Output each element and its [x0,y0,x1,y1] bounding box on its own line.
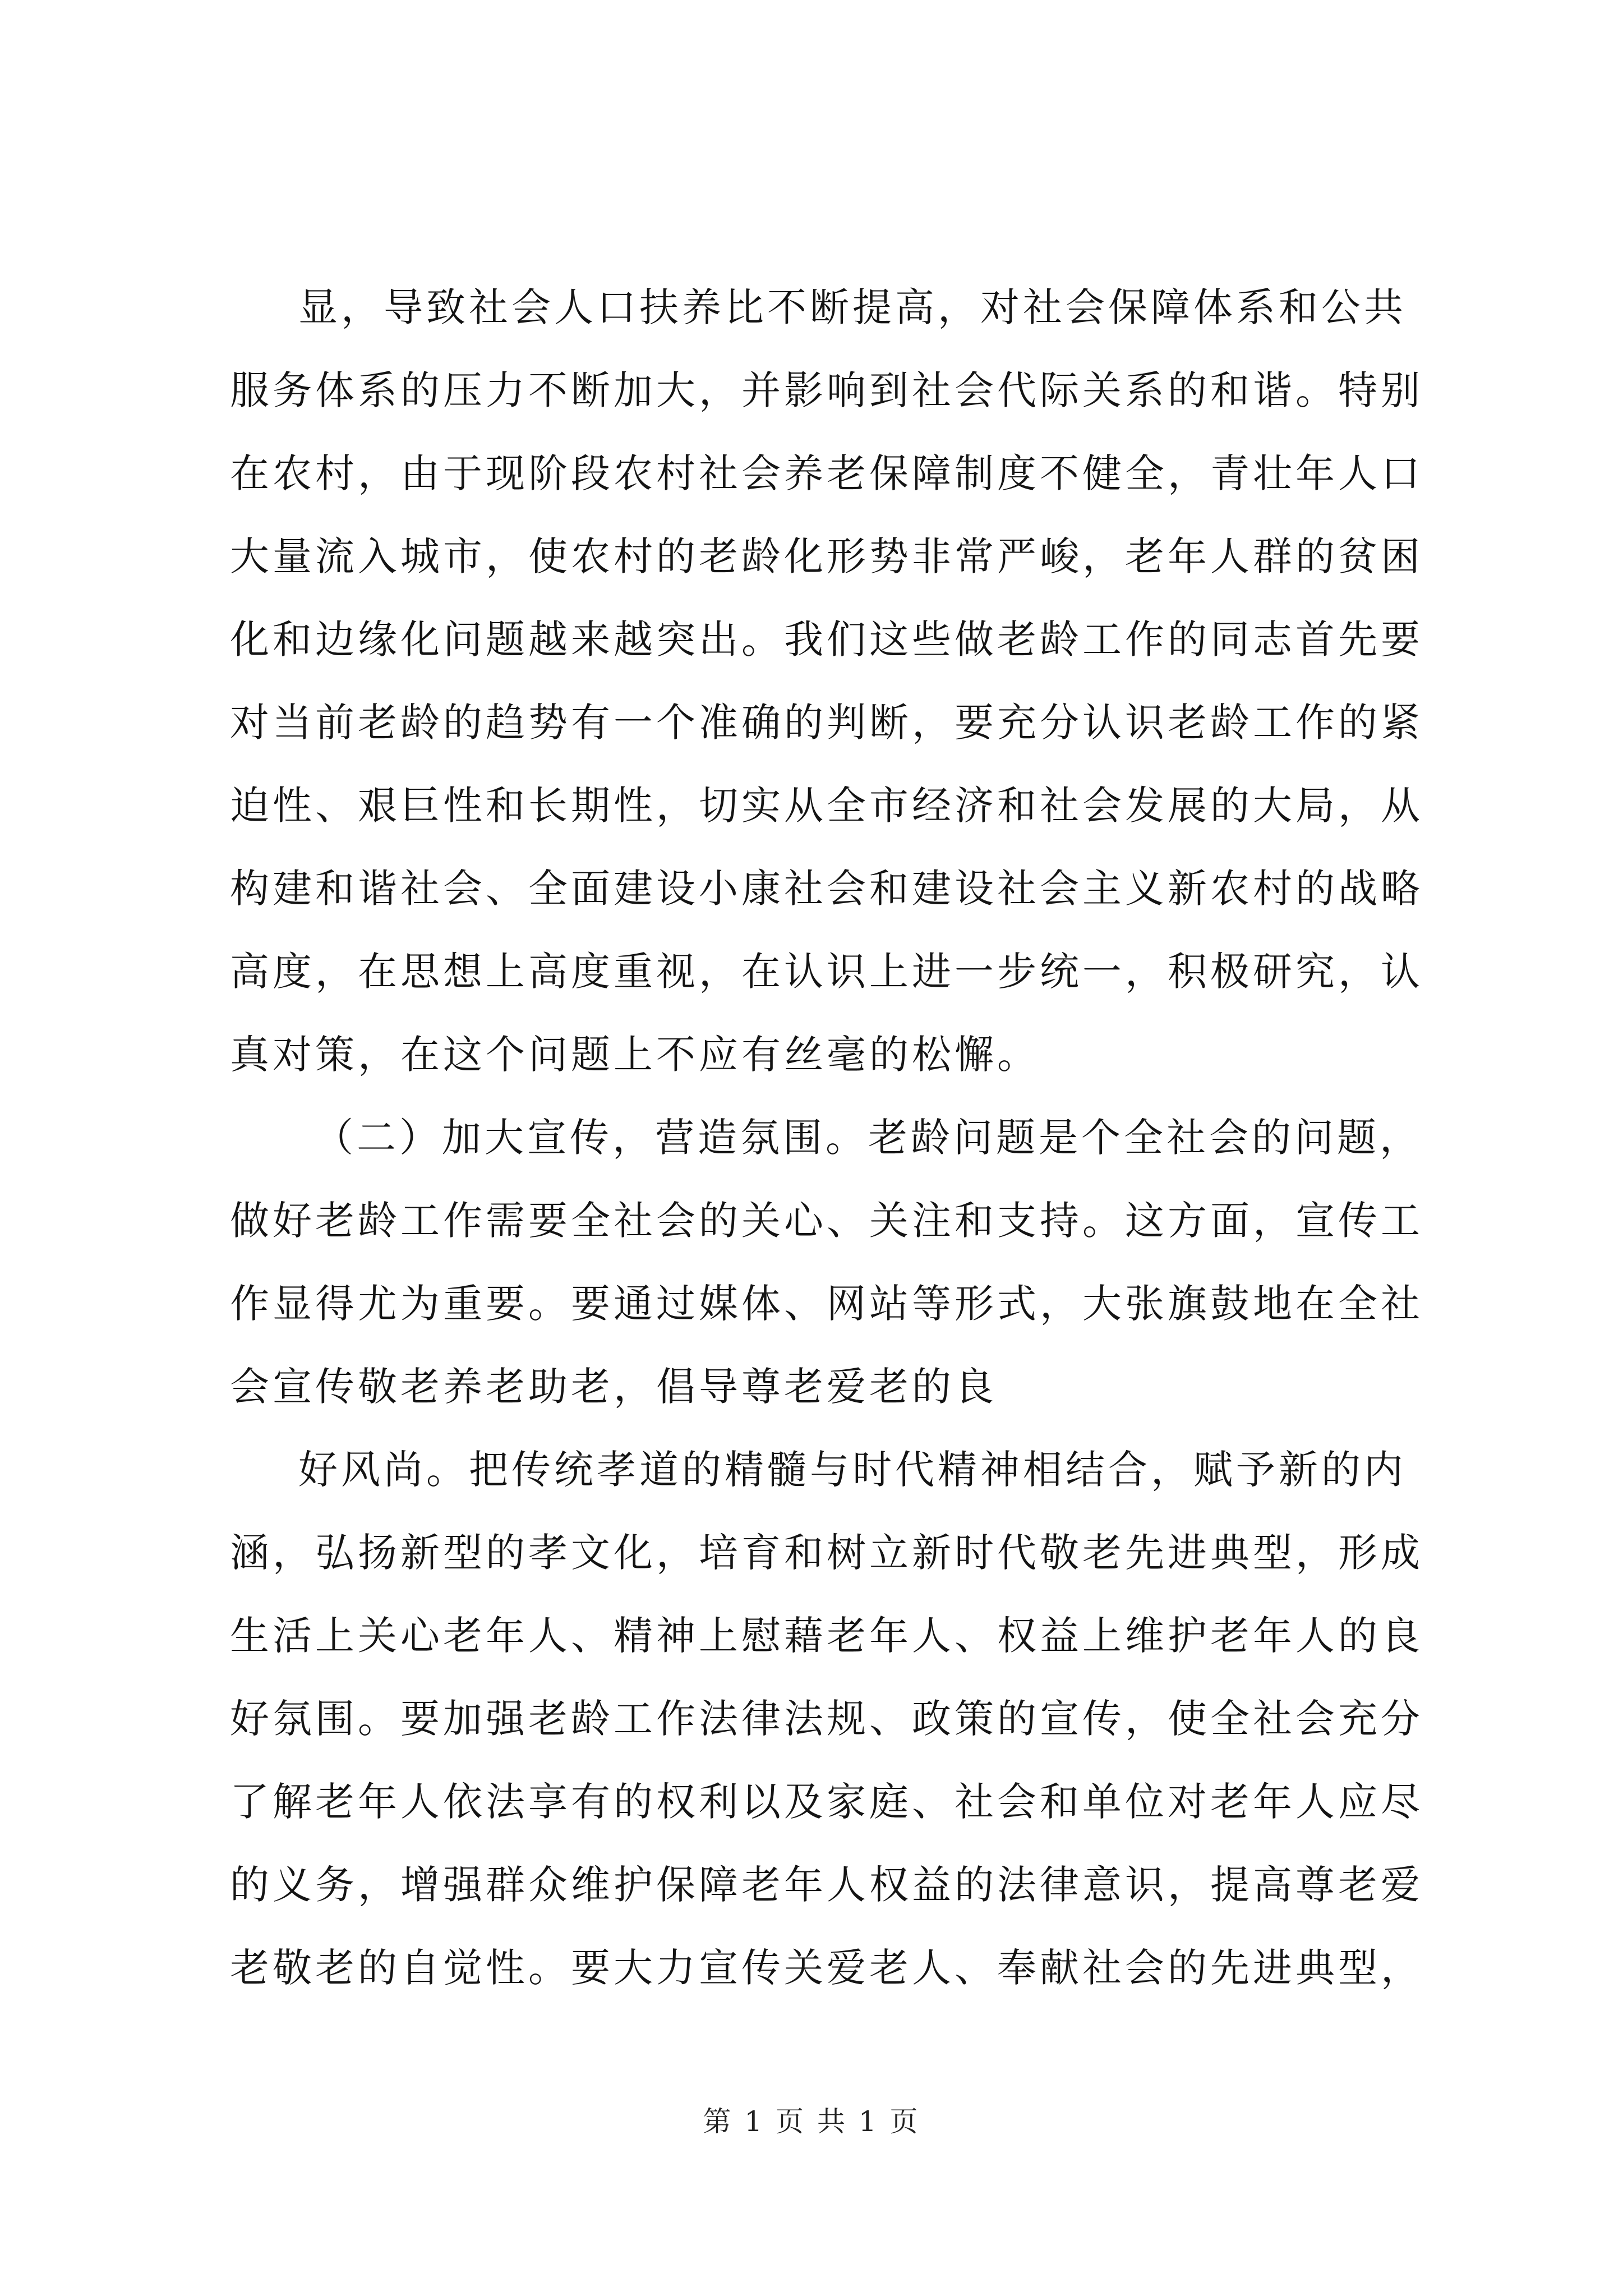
text-line: 好风尚。把传统孝道的精髓与时代精神相结合，赋予新的内 [298,1447,1407,1493]
text-line: 了解老年人依法享有的权利以及家庭、社会和单位对老年人应尽 [230,1779,1423,1825]
text-line: 服务体系的压力不断加大，并影响到社会代际关系的和谐。特别 [230,367,1423,413]
text-line: 好氛围。要加强老龄工作法律法规、政策的宣传，使全社会充分 [230,1696,1423,1742]
text-line: 在农村，由于现阶段农村社会养老保障制度不健全，青壮年人口 [230,450,1423,496]
text-line: 真对策，在这个问题上不应有丝毫的松懈。 [230,1032,1040,1078]
text-line: 构建和谐社会、全面建设小康社会和建设社会主义新农村的战略 [230,866,1423,912]
text-line: 显，导致社会人口扶养比不断提高，对社会保障体系和公共 [298,284,1407,330]
text-line: 大量流入城市，使农村的老龄化形势非常严峻，老年人群的贫困 [230,533,1423,579]
text-line: 高度，在思想上高度重视，在认识上进一步统一，积极研究，认 [230,949,1423,995]
text-line: 会宣传敬老养老助老，倡导尊老爱老的良 [230,1364,997,1410]
text-line: 作显得尤为重要。要通过媒体、网站等形式，大张旗鼓地在全社 [230,1281,1423,1327]
text-line: 化和边缘化问题越来越突出。我们这些做老龄工作的同志首先要 [230,616,1423,662]
text-line: 做好老龄工作需要全社会的关心、关注和支持。这方面，宣传工 [230,1198,1423,1244]
text-line: 老敬老的自觉性。要大力宣传关爱老人、奉献社会的先进典型， [230,1945,1423,1991]
section-heading-line: （二）加大宣传，营造氛围。老龄问题是个全社会的问题， [314,1115,1422,1161]
text-line: 生活上关心老年人、精神上慰藉老年人、权益上维护老年人的良 [230,1613,1423,1659]
page-number-footer: 第 1 页 共 1 页 [703,2105,920,2138]
text-line: 的义务，增强群众维护保障老年人权益的法律意识，提高尊老爱 [230,1862,1423,1908]
text-line: 对当前老龄的趋势有一个准确的判断，要充分认识老龄工作的紧 [230,700,1423,746]
text-line: 迫性、艰巨性和长期性，切实从全市经济和社会发展的大局，从 [230,783,1423,829]
text-line: 涵，弘扬新型的孝文化，培育和树立新时代敬老先进典型，形成 [230,1530,1423,1576]
